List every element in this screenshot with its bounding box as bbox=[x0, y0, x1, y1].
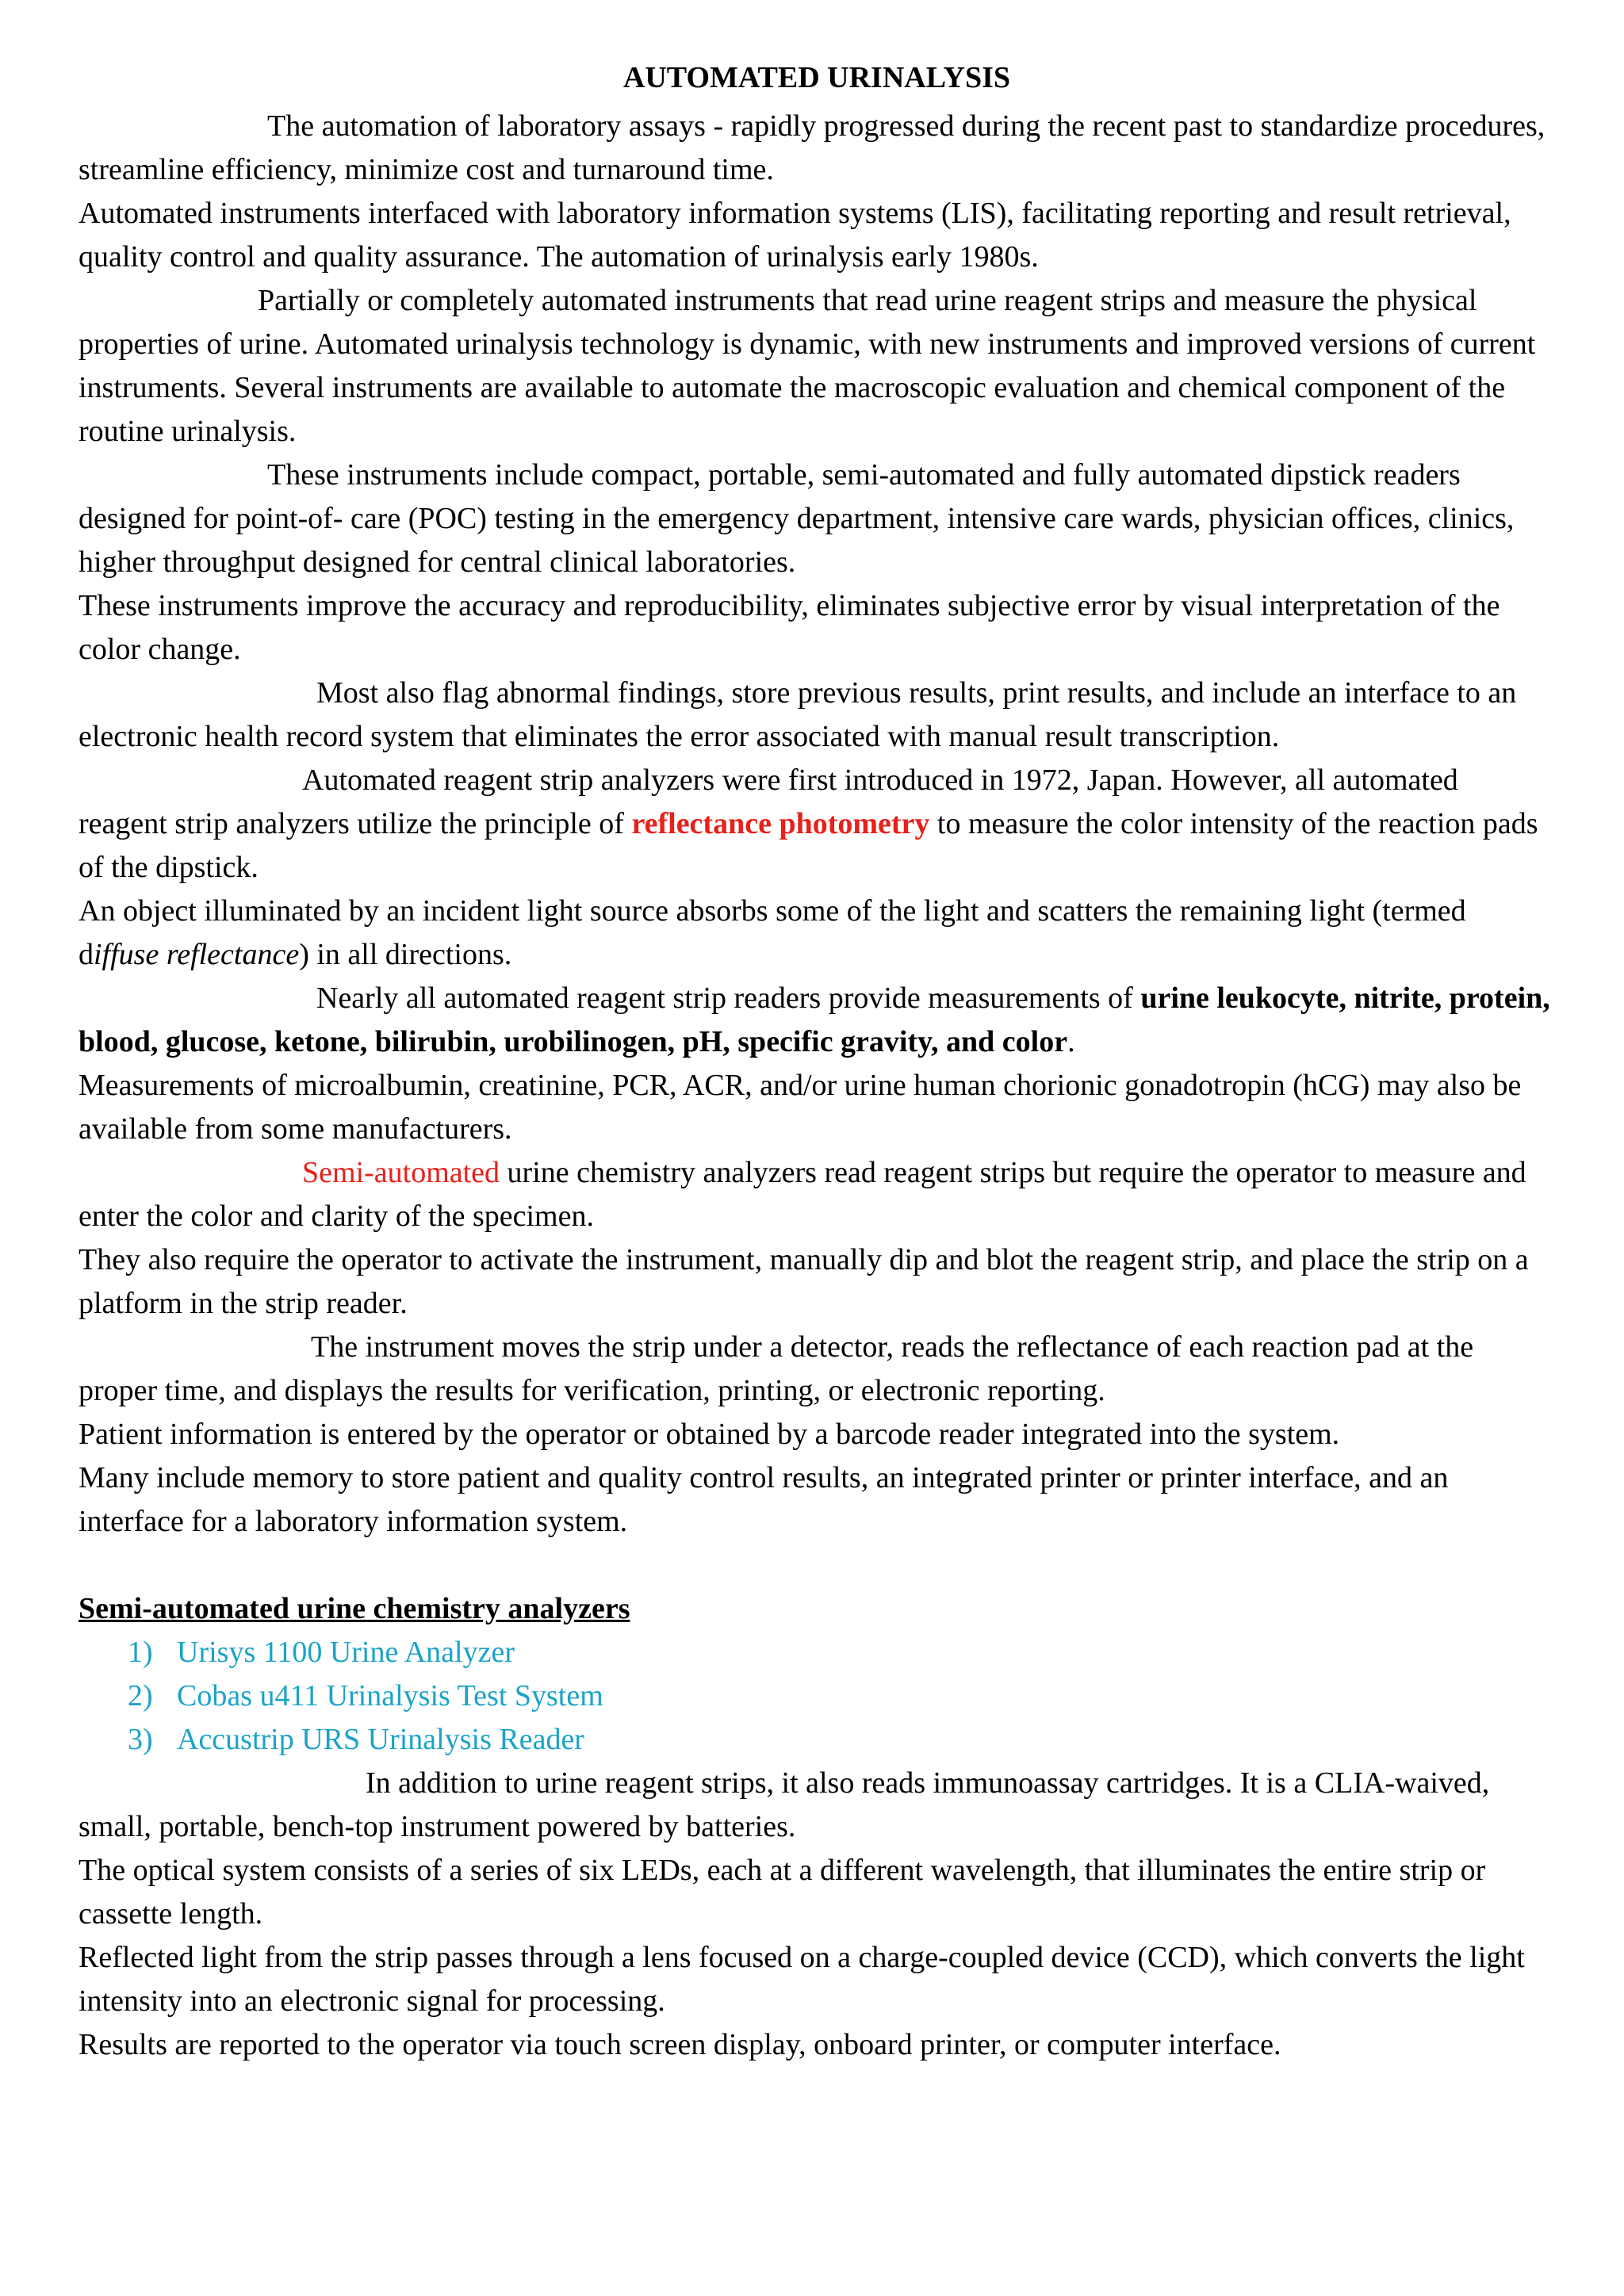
analyzer-name: Accustrip URS Urinalysis Reader bbox=[177, 1723, 584, 1756]
document-body bbox=[79, 54, 1552, 2067]
section-heading: Semi-automated urine chemistry analyzers bbox=[79, 1592, 630, 1625]
paragraph-lis: Automated instruments interfaced with laboratory information systems (LIS), facilitating reporting and result retrieval, quality control and quality assurance. The automation of urinalysis early 1980s. bbox=[79, 197, 1511, 274]
spacer bbox=[79, 1544, 1552, 1587]
paragraph-semi-automated bbox=[79, 1151, 1552, 1238]
paragraph-immunoassay: In addition to urine reagent strips, it also reads immunoassay cartridges. It is a CLIA-waived, small, portable, bench-top instrument powered by batteries. bbox=[79, 1766, 1490, 1843]
text-run: to measure the color intensity of the reaction pads of the dipstick. bbox=[79, 807, 1538, 884]
text-run: Nearly all automated reagent strip readers provide measurements of bbox=[316, 982, 1141, 1015]
text-run: Automated reagent strip analyzers were first introduced in 1972, Japan. However, all automated reagent strip analyzers utilize the principle of bbox=[79, 763, 1458, 840]
paragraph-diffuse-reflectance bbox=[79, 890, 1552, 977]
paragraph-flag-abnormal: Most also flag abnormal findings, store previous results, print results, and include an interface to an electronic health record system that eliminates the error associated with manual result transcription. bbox=[79, 676, 1517, 753]
text-run: ) in all directions. bbox=[299, 938, 512, 971]
italic-diffuse-reflectance: iffuse reflectance bbox=[94, 938, 300, 971]
paragraph-instruments-include: These instruments include compact, portable, semi-automated and fully automated dipstick readers designed for point-of- care (POC) testing in the emergency department, intensive care wards, physician offices, clinics, higher throughput designed for central clinical laboratories. bbox=[79, 458, 1515, 579]
paragraph-accuracy: These instruments improve the accuracy and reproducibility, eliminates subjective error by visual interpretation of the color change. bbox=[79, 589, 1500, 666]
paragraph-results-reported: Results are reported to the operator via touch screen display, onboard printer, or computer interface. bbox=[79, 2028, 1281, 2061]
paragraph-partially-automated: Partially or completely automated instruments that read urine reagent strips and measure the physical properties of urine. Automated urinalysis technology is dynamic, with new instruments and improved versions of current instruments. Several instruments are available to automate the macroscopic evaluation and chemical component of the routine urinalysis. bbox=[79, 284, 1536, 448]
list-number: 3) bbox=[128, 1723, 153, 1756]
highlight-semi-automated: Semi-automated bbox=[302, 1156, 500, 1189]
paragraph-detector: The instrument moves the strip under a detector, reads the reflectance of each reaction pad at the proper time, and displays the results for verification, printing, or electronic reporting. bbox=[79, 1330, 1474, 1407]
text-run: An object illuminated by an incident light source absorbs some of the light and scatters the remaining light (termed d bbox=[79, 894, 1466, 971]
bold-measurement-list: urine leukocyte, nitrite, protein, blood, glucose, ketone, bilirubin, urobilinogen, pH, specific gravity, and color bbox=[79, 982, 1550, 1058]
list-number: 1) bbox=[128, 1636, 153, 1669]
list-number: 2) bbox=[128, 1679, 153, 1712]
highlight-reflectance-photometry: reflectance photometry bbox=[631, 807, 930, 840]
paragraph-automation-intro: The automation of laboratory assays - rapidly progressed during the recent past to standardize procedures, streamline efficiency, minimize cost and turnaround time. bbox=[79, 109, 1545, 186]
analyzer-list bbox=[79, 1631, 1552, 1762]
document-title: AUTOMATED URINALYSIS bbox=[622, 61, 1011, 94]
list-item bbox=[128, 1631, 1552, 1674]
analyzer-name: Cobas u411 Urinalysis Test System bbox=[177, 1679, 603, 1712]
analyzer-name: Urisys 1100 Urine Analyzer bbox=[177, 1636, 515, 1669]
paragraph-patient-info: Patient information is entered by the operator or obtained by a barcode reader integrated into the system. bbox=[79, 1418, 1340, 1451]
paragraph-operator-activate: They also require the operator to activate the instrument, manually dip and blot the reagent strip, and place the strip on a platform in the strip reader. bbox=[79, 1243, 1529, 1320]
paragraph-measurements bbox=[79, 977, 1552, 1064]
text-run: . bbox=[1067, 1025, 1075, 1058]
list-item bbox=[128, 1674, 1552, 1718]
paragraph-microalbumin: Measurements of microalbumin, creatinine, PCR, ACR, and/or urine human chorionic gonadotropin (hCG) may also be available from some manufacturers. bbox=[79, 1069, 1522, 1146]
paragraph-reflectance-photometry bbox=[79, 759, 1552, 890]
list-item bbox=[128, 1718, 1552, 1762]
paragraph-memory: Many include memory to store patient and quality control results, an integrated printer or printer interface, and an interface for a laboratory information system. bbox=[79, 1461, 1449, 1538]
paragraph-optical-system: The optical system consists of a series of six LEDs, each at a different wavelength, that illuminates the entire strip or cassette length. bbox=[79, 1854, 1486, 1931]
text-run: urine chemistry analyzers read reagent strips but require the operator to measure and enter the color and clarity of the specimen. bbox=[79, 1156, 1526, 1233]
paragraph-ccd: Reflected light from the strip passes through a lens focused on a charge-coupled device (CCD), which converts the light intensity into an electronic signal for processing. bbox=[79, 1941, 1525, 2018]
